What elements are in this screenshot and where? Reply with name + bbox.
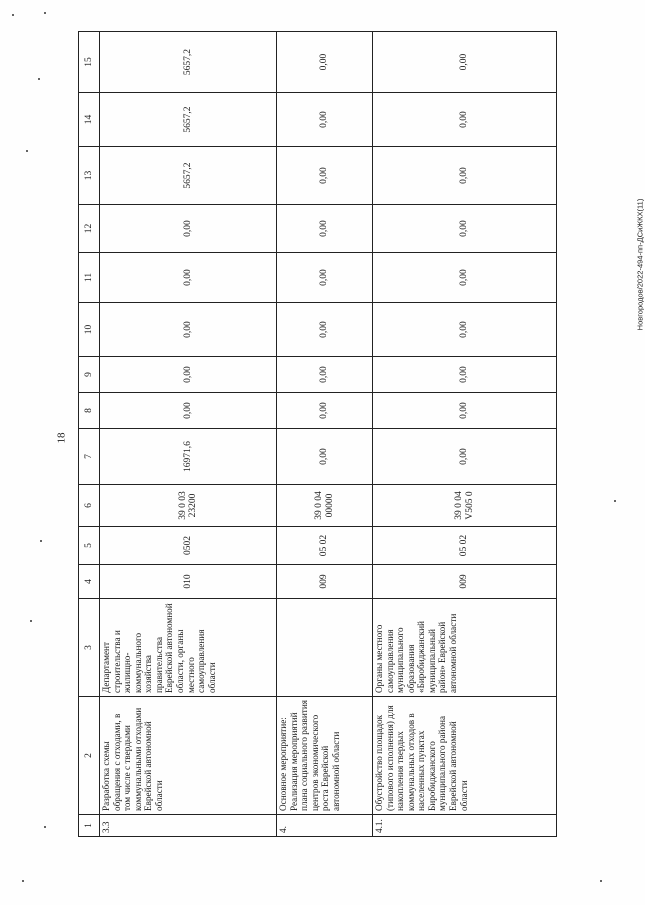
col-header: 4 [79, 565, 100, 599]
value-cell: 16971,6 [100, 429, 277, 485]
grbs-code: 009 [277, 565, 373, 599]
col-header: 7 [79, 429, 100, 485]
col-header: 5 [79, 527, 100, 565]
grbs-code: 009 [373, 565, 557, 599]
value-cell: 5657,2 [100, 93, 277, 147]
col-header: 8 [79, 393, 100, 429]
value-cell: 0,00 [277, 253, 373, 303]
value-cell: 0,00 [100, 357, 277, 393]
grbs-code: 010 [100, 565, 277, 599]
section-code: 05 02 [373, 527, 557, 565]
row-number: 3.3 [100, 815, 277, 837]
responsible-executor [277, 599, 373, 697]
scan-speck [38, 78, 40, 80]
activity-name: Основное мероприятие: Реализация мероприятий плана социального развития центров экономического роста Еврейской автономной области [277, 697, 373, 815]
value-cell: 0,00 [277, 357, 373, 393]
value-cell: 0,00 [277, 393, 373, 429]
col-header: 13 [79, 147, 100, 205]
scan-speck [44, 12, 46, 14]
section-code: 0502 [100, 527, 277, 565]
value-cell: 0,00 [100, 393, 277, 429]
target-article-code: 39 0 03 23200 [100, 485, 277, 527]
col-header: 10 [79, 303, 100, 357]
value-cell: 0,00 [373, 205, 557, 253]
scan-speck [600, 880, 602, 882]
col-header: 2 [79, 697, 100, 815]
col-header: 12 [79, 205, 100, 253]
scan-speck [40, 540, 42, 542]
value-cell: 0,00 [373, 147, 557, 205]
document-reference: Новгородов/2022-494-пп-ДСиЖКХ(11) [635, 198, 645, 331]
col-header: 15 [79, 32, 100, 93]
value-cell: 0,00 [100, 253, 277, 303]
scan-speck [12, 14, 14, 16]
target-article-code: 39 0 04 V505 0 [373, 485, 557, 527]
row-number: 4. [277, 815, 373, 837]
col-header: 11 [79, 253, 100, 303]
value-cell: 0,00 [373, 253, 557, 303]
scan-speck [22, 880, 24, 882]
value-cell: 0,00 [277, 205, 373, 253]
value-cell: 5657,2 [100, 147, 277, 205]
table-row [277, 32, 373, 837]
table-row [373, 32, 557, 837]
value-cell: 0,00 [373, 32, 557, 93]
budget-table [78, 31, 557, 837]
row-number: 4.1. [373, 815, 557, 837]
col-header: 1 [79, 815, 100, 837]
rotated-table-wrapper [78, 32, 557, 837]
value-cell: 0,00 [373, 303, 557, 357]
col-header: 3 [79, 599, 100, 697]
responsible-executor: Органы местного самоуправления муниципального образования «Биробиджанский муниципальный район» Еврейской автономной области [373, 599, 557, 697]
value-cell: 0,00 [373, 357, 557, 393]
scan-speck [614, 500, 616, 502]
table-row [100, 32, 277, 837]
scan-speck [26, 150, 28, 152]
col-header: 6 [79, 485, 100, 527]
activity-name: Обустройство площадок (типового исполнения) для накопления твердых коммунальных отходов в населенных пунктах Биробиджанского муниципального района Еврейской автономной области [373, 697, 557, 815]
value-cell: 0,00 [373, 429, 557, 485]
value-cell: 0,00 [100, 205, 277, 253]
value-cell: 0,00 [277, 429, 373, 485]
value-cell: 0,00 [373, 93, 557, 147]
col-header: 14 [79, 93, 100, 147]
value-cell: 0,00 [277, 93, 373, 147]
header-row [79, 32, 100, 837]
value-cell: 0,00 [277, 32, 373, 93]
responsible-executor: Департамент строительства и жилищно-коммунального хозяйства правительства Еврейской автономной области, органы местного самоуправления области [100, 599, 277, 697]
activity-name: Разработка схемы обращения с отходами, в том числе с твердыми коммунальными отходами Еврейской автономной области [100, 697, 277, 815]
scan-speck [30, 620, 32, 622]
target-article-code: 39 0 04 00000 [277, 485, 373, 527]
section-code: 05 02 [277, 527, 373, 565]
value-cell: 0,00 [373, 393, 557, 429]
value-cell: 0,00 [277, 303, 373, 357]
col-header: 9 [79, 357, 100, 393]
value-cell: 5657,2 [100, 32, 277, 93]
value-cell: 0,00 [277, 147, 373, 205]
value-cell: 0,00 [100, 303, 277, 357]
scan-speck [44, 826, 46, 828]
page-number: 18 [55, 432, 68, 444]
